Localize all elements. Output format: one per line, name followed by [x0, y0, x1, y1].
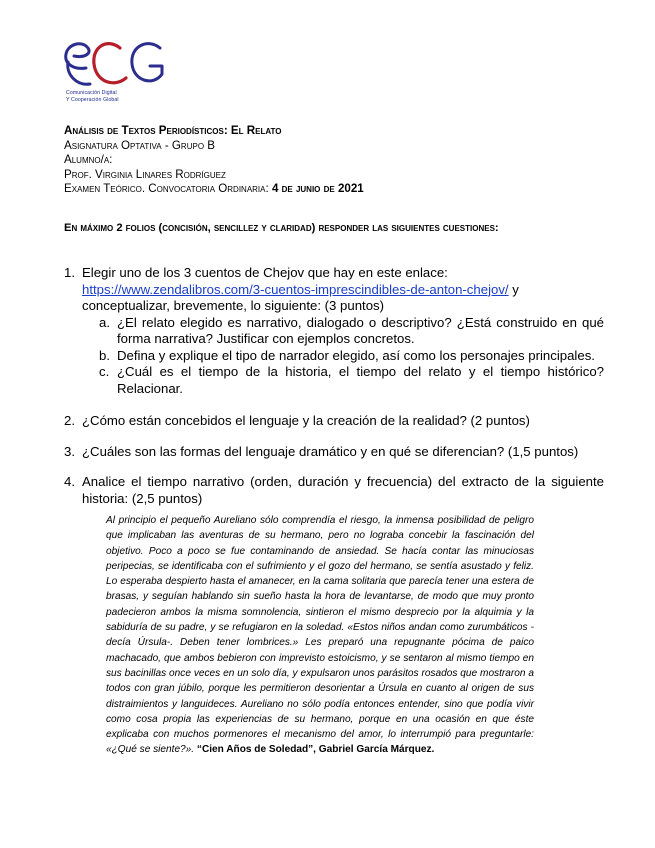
question-number: 3.	[64, 443, 75, 459]
sub-question-text: ¿El relato elegido es narrativo, dialogado o descriptivo? ¿Está construido en qué forma narrativa? Justificar con ejemplos concretos.	[117, 314, 604, 346]
exam-date: 4 de junio de 2021	[271, 182, 364, 196]
chejov-link[interactable]: https://www.zendalibros.com/3-cuentos-imprescindibles-de-anton-chejov/	[82, 281, 509, 297]
excerpt-text: Al principio el pequeño Aureliano sólo comprendía el riesgo, la inmensa posibilidad de peligro que implicaban las aventuras de su hermano, pero no lograba concebir la fascinación del objetivo. Poco a poco se fue contaminando de ansiedad. Se hacía contar las minuciosas peripecias, se identificaba con el sufrimiento y el gozo del hermano, se sentía asustado y feliz. Lo esperaba despierto hasta el amanecer, en la cama solitaria que parecía tener una estera de brasas, y seguían hablando sin sueño hasta la hora de levantarse, de modo que muy pronto padecieron ambos la misma somnolencia, sintieron el mismo desprecio por la alquimia y la sabiduría de su padre, y se refugiaron en la soledad. «Estos niños andan como zurumbáticos -decía Úrsula-. Deben tener lombrices.» Les preparó una repugnante pócima de paico machacado, que ambos bebieron con imprevisto estoicismo, y se sentaron al mismo tiempo en sus bacinillas once veces en un solo día, y expulsaron unos parásitos rosados que mostraron a todos con gran júbilo, porque les permitieron desorientar a Úrsula en cuanto al origen de sus distraimientos y languideces. Aureliano no sólo podía entonces entender, sino que podía vivir como cosa propia las experiencias de su hermano, porque en una ocasión en que éste explicaba con muchos pormenores el mecanismo del amor, lo interrumpió para preguntarle: «¿Qué se siente?».	[106, 515, 534, 756]
question-number: 1.	[64, 265, 75, 280]
question-3	[64, 444, 604, 461]
logo-tagline-line-2: Y Cooperación Global	[66, 96, 119, 103]
instruction: En máximo 2 folios (concisión, sencillez y claridad) responder las siguientes cuestiones:	[64, 222, 499, 234]
question-2-text: ¿Cómo están concebidos el lenguaje y la creación de la realidad? (2 puntos)	[82, 413, 530, 428]
ecg-logo	[56, 34, 172, 110]
sub-question-text: ¿Cuál es el tiempo de la historia, el tiempo del relato y el tiempo histórico? Relacionar.	[117, 364, 604, 396]
sub-question-a	[99, 315, 604, 348]
question-4-text: Analice el tiempo narrativo (orden, duración y frecuencia) del extracto de la siguiente historia: (2,5 puntos)	[82, 474, 604, 506]
sub-letter: a.	[99, 314, 110, 330]
exam-header	[64, 124, 604, 197]
sub-letter: b.	[99, 347, 110, 363]
logo-tagline	[66, 90, 176, 103]
sub-question-c	[99, 364, 604, 397]
question-3-text: ¿Cuáles son las formas del lenguaje dramático y en qué se diferencian? (1,5 puntos)	[82, 443, 579, 459]
excerpt-attribution: “Cien Años de Soledad”, Gabriel García Márquez.	[196, 744, 435, 756]
question-number: 4.	[64, 474, 75, 489]
professor-line: Prof. Virginia Linares Rodríguez	[64, 167, 226, 181]
question-1-text: Elegir uno de los 3 cuentos de Chejov que hay en este enlace:	[82, 265, 448, 280]
question-4	[64, 474, 604, 507]
novel-excerpt	[106, 513, 534, 758]
question-number: 2.	[64, 413, 75, 428]
question-1-text-after: y conceptualizar, brevemente, lo siguiente: (3 puntos)	[82, 281, 519, 313]
question-1	[64, 265, 604, 397]
exam-line	[64, 182, 604, 197]
sub-question-b	[99, 348, 604, 365]
sub-letter: c.	[99, 364, 110, 379]
question-2	[64, 413, 604, 430]
subject-line: Asignatura Optativa - Grupo B	[64, 138, 215, 152]
logo-tagline-line-1: Comunicación Digital	[66, 90, 117, 96]
course-title: Análisis de Textos Periodísticos: El Relato	[64, 124, 282, 137]
ecg-logo-mark-icon	[56, 34, 172, 94]
exam-prefix: Examen Teórico. Convocatoria Ordinaria:	[64, 182, 272, 196]
sub-question-text: Defina y explique el tipo de narrador elegido, así como los personajes principales.	[117, 347, 595, 363]
student-line: Alumno/a:	[64, 153, 113, 167]
question-list	[64, 265, 604, 507]
